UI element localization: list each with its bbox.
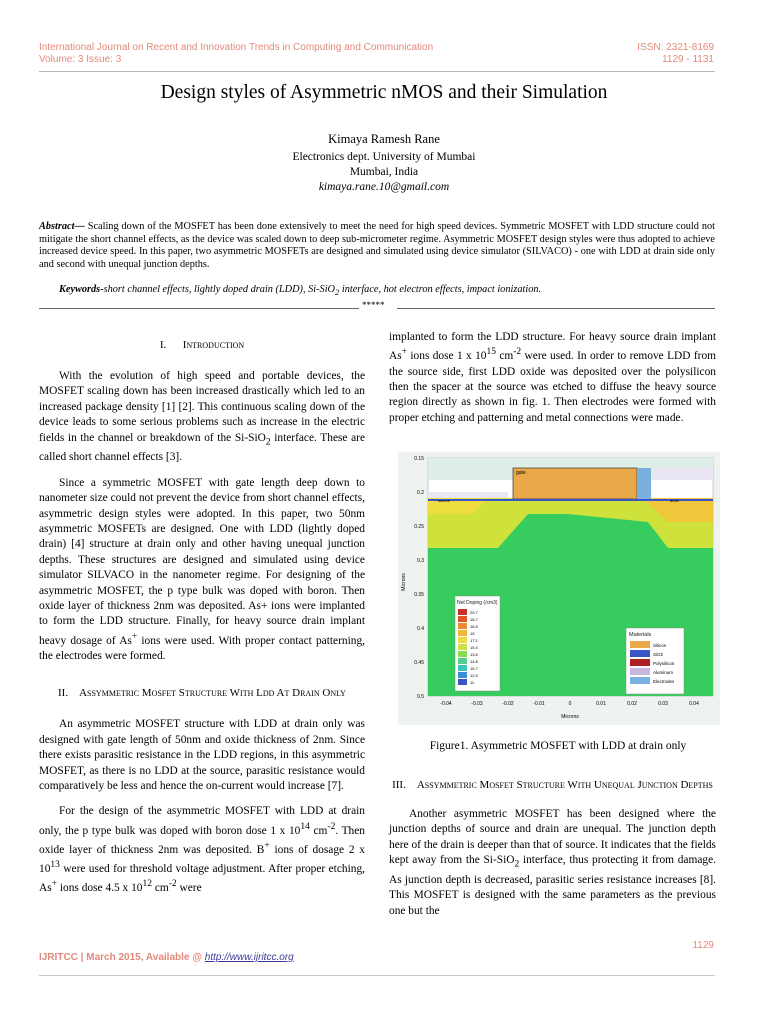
material-label: Electrodes <box>653 679 675 684</box>
doping-level: 17.1 <box>470 638 478 643</box>
x-tick: -0.02 <box>502 701 514 707</box>
x-tick: 0.02 <box>627 701 637 707</box>
doping-level: 15.4 <box>470 645 478 650</box>
y-tick: 0.15 <box>414 456 424 462</box>
material-label: SiO2 <box>653 652 664 657</box>
paragraph: Another asymmetric MOSFET has been designed where the junction depths of source and drain are unequal. The junction depth here of the drain is deeper than that of source. It indicates that the fields kept away from the Si-SiO$_2$ interface, thus protecting it from damage. As junction depth is decreased, parasitic series resistance increases [8]. This MOSFET is designed with the same parameters as the previous one but the <box>389 808 716 917</box>
abstract-label: Abstract— <box>39 221 85 232</box>
journal-header <box>39 42 433 66</box>
header-rule <box>39 71 715 72</box>
gate-label: gate <box>516 470 526 476</box>
keywords-label: Keywords- <box>59 284 104 295</box>
footer-link[interactable]: http://www.ijritcc.org <box>204 952 294 963</box>
page-range: 1129 - 1131 <box>662 54 714 65</box>
drain-label: drain <box>670 498 679 503</box>
footer-rule <box>39 975 715 976</box>
author-email: kimaya.rane.10@gmail.com <box>318 181 450 193</box>
y-tick: 0.5 <box>417 694 424 700</box>
figure-1-simulation <box>398 452 720 725</box>
y-tick: 0.4 <box>417 626 424 632</box>
material-label: Silicon <box>653 643 667 648</box>
x-tick: 0.01 <box>596 701 606 707</box>
doping-level: 20.7 <box>470 610 478 615</box>
material-swatch <box>630 641 650 648</box>
abstract <box>39 221 715 271</box>
paragraph: With the evolution of high speed and portable devices, the MOSFET scaling down has been increased drastically which led to an increased package density [1] [2]. This continuous scaling down of the device leads to some serious problems such as increase in the electric fields in the channel or breakdown of the Si-SiO$_2$ interface. These are called short channel effects [3]. <box>39 370 365 464</box>
footer-text: IJRITCC | March 2015, Available @ <box>39 952 205 963</box>
doping-legend-title: Net Doping (/cm3) <box>457 600 498 606</box>
issn: ISSN: 2321-8169 <box>637 42 714 53</box>
y-tick: 0.3 <box>417 558 424 564</box>
x-tick: 0.03 <box>658 701 668 707</box>
paragraph: An asymmetric MOSFET structure with LDD at drain only was designed with gate length of 50nm and oxide thickness of 2nm. Since there exists parasitic resistance in the LDD regions, in this asymmetric MOSFET, as there is no LDD at the source, parasitic resistance would comparatively be less and hence the on-current would increase [7]. <box>39 718 365 793</box>
y-tick: 0.2 <box>417 490 424 496</box>
doping-swatch <box>458 672 467 678</box>
doping-swatch <box>458 637 467 643</box>
doping-level: 18.7 <box>470 617 478 622</box>
x-tick: 0.04 <box>689 701 699 707</box>
doping-level: 12.9 <box>470 673 478 678</box>
doping-swatch <box>458 665 467 671</box>
material-swatch <box>630 677 650 684</box>
figure-caption: Figure1. Asymmetric MOSFET with LDD at drain only <box>429 740 687 752</box>
separator-stars: ***** <box>362 300 385 310</box>
material-label: Aluminum <box>653 670 674 675</box>
keywords-text: short channel effects, lightly doped drain (LDD), Si-SiO <box>103 284 335 295</box>
section-heading-2: II. Assymmetric Mosfet Structure With Ldd At Drain Only <box>58 687 346 700</box>
journal-name: International Journal on Recent and Innovation Trends in Computing and Communication <box>39 42 434 53</box>
page-number: 1129 <box>692 940 714 951</box>
doping-swatch <box>458 630 467 636</box>
abstract-text: Scaling down of the MOSFET has been done extensively to meet the need for high speed devices. Symmetric MOSFET with LDD structure could not mitigate the short channel effects, as the device was scaled down to deep sub-micrometer regime. Asymmetric MOSFET design styles were thus adopted to achieve increased device speed. In this paper, two asymmetric MOSFETs are designed and simulated using device simulator (SILVACO) - one with LDD at drain side only and second with unequal junction depths. <box>39 221 715 270</box>
x-axis-label: Microns <box>561 714 579 720</box>
doping-swatch <box>458 679 467 685</box>
footer <box>39 952 294 963</box>
keywords: Keywords-short channel effects, lightly doped drain (LDD), Si-SiO$_2$ interface, hot electron effects, impact ionization. <box>59 284 542 298</box>
left-column <box>39 338 365 907</box>
x-axis-ticks <box>440 701 699 707</box>
section-heading-1: I. Introduction <box>159 339 245 351</box>
paragraph: implanted to form the LDD structure. For heavy source drain implant As+ ions dose 1 x $10^{15}$ $cm^{-2}$ were used. In order to remove LDD from the source side, first LDD oxide was deposited over the polysilicon then the spacer at the source was etched to diffuse the heavy source region directly as shown in fig. 1. Then electrodes were formed with proper etching and patterning and metal connections were made. <box>389 331 717 424</box>
materials-legend-title: Materials <box>629 632 652 638</box>
doping-level: 13.6 <box>470 652 478 657</box>
doping-level: 14.8 <box>470 659 478 664</box>
paragraph: Since a symmetric MOSFET with gate length deep down to nanometer size could not prevent the device from short channel effects, asymmetric design styles were adopted. In this paper, two 50nm asymmetric MOSFETs are designed. One with LDD (lightly doped drain) [4] structure at drain only and other having unequal junction depths. These structures are designed and simulated using device simulator SILVACO in the nanometer regime. For designing of the asymmetric MOSFET, the p type bulk was doped with boron. Then oxide layer of thickness 2nm was deposited. As+ ions were implanted to form the LDD structure. Finally, for heavy source drain implant heavy dosage of As+ ions were used. With proper contact patterning, the electrodes were formed. <box>39 476 365 662</box>
separator <box>39 300 715 314</box>
device-structure-plot <box>398 452 720 725</box>
material-swatch <box>630 650 650 657</box>
separator-line-left <box>39 308 359 309</box>
separator-line-right <box>397 308 715 309</box>
y-tick: 0.25 <box>414 524 424 530</box>
author-dept: Electronics dept. University of Mumbai <box>292 151 476 163</box>
author-name: Kimaya Ramesh Rane <box>328 132 440 146</box>
doping-level: 16.8 <box>470 624 478 629</box>
y-axis-label: Microns <box>401 573 407 591</box>
right-column-top <box>389 330 716 436</box>
doping-swatch <box>458 651 467 657</box>
x-tick: -0.01 <box>533 701 545 707</box>
journal-volume: Volume: 3 Issue: 3 <box>39 54 122 65</box>
x-tick: -0.03 <box>471 701 483 707</box>
right-column-bottom <box>389 778 716 929</box>
author-city: Mumbai, India <box>349 166 419 178</box>
x-tick: -0.04 <box>440 701 452 707</box>
doping-swatch <box>458 609 467 615</box>
material-label: Polysilicon <box>653 661 675 666</box>
y-tick: 0.45 <box>414 660 424 666</box>
doping-swatch <box>458 644 467 650</box>
paper-title: Design styles of Asymmetric nMOS and their Simulation <box>160 82 608 103</box>
doping-level: 15 <box>470 631 475 636</box>
x-tick: 0 <box>568 701 572 707</box>
material-swatch <box>630 659 650 666</box>
material-swatch <box>630 668 650 675</box>
source-label: source <box>438 498 451 503</box>
paragraph: For the design of the asymmetric MOSFET with LDD at drain only, the p type bulk was doped with boron dose 1 x $10^{14}$ $cm^{-2}$. Then oxide layer of thickness 2nm was deposited. B+ ions of dosage 2 x $10^{13}$ were used for threshold voltage adjustment. After proper etching, As+ ions dose 4.5 x $10^{12}$ $cm^{-2}$ were <box>39 805 365 895</box>
issn-header <box>637 42 714 66</box>
doping-swatch <box>458 616 467 622</box>
doping-level: 16.7 <box>470 666 478 671</box>
doping-level: 11 <box>470 680 475 685</box>
doping-swatch <box>458 658 467 664</box>
section-heading-3: III. Assymmetric Mosfet Structure With Unequal Junction Depths <box>392 779 713 791</box>
doping-swatch <box>458 623 467 629</box>
y-tick: 0.35 <box>414 592 424 598</box>
